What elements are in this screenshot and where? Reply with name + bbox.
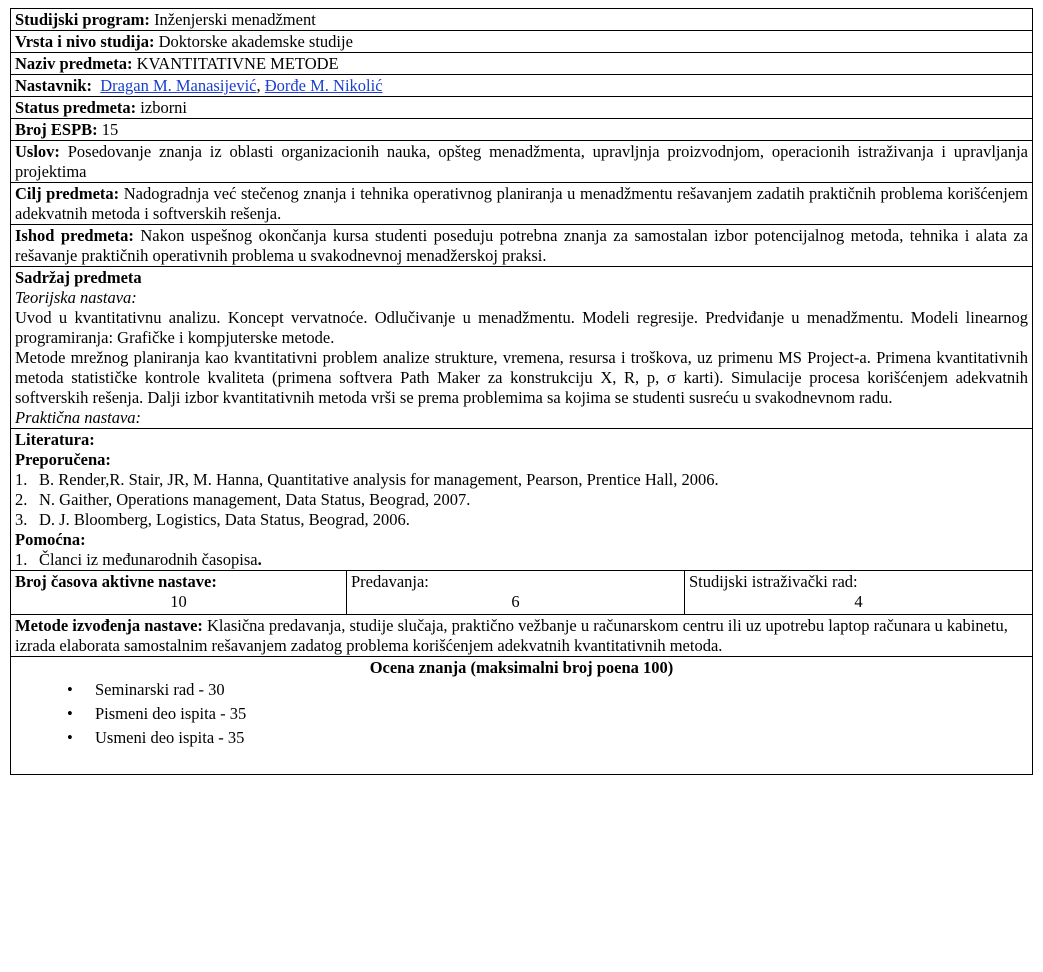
list-item <box>67 678 1028 702</box>
list-item <box>15 490 1028 510</box>
list-number: 2. <box>15 490 28 509</box>
bullet-icon: • <box>67 680 73 699</box>
casovi-label: Broj časova aktivne nastave: <box>15 572 217 591</box>
list-item <box>15 470 1028 490</box>
naziv-value: KVANTITATIVNE METODE <box>136 54 339 73</box>
literatura-label: Literatura: <box>15 430 95 449</box>
row-espb <box>11 119 1032 141</box>
teacher-link-manasijevic[interactable]: Dragan M. Manasijević <box>100 76 257 95</box>
row-ocena <box>11 657 1032 774</box>
list-suffix: . <box>257 550 262 569</box>
list-number: 3. <box>15 510 28 529</box>
list-number: 1. <box>15 550 28 569</box>
predavanja-label: Predavanja: <box>351 572 429 591</box>
row-status <box>11 97 1032 119</box>
vrsta-value: Doktorske akademske studije <box>158 32 353 51</box>
program-label: Studijski program: <box>15 10 150 29</box>
list-item <box>67 726 1028 750</box>
uslov-label: Uslov: <box>15 142 60 161</box>
prakticna-label: Praktična nastava: <box>15 408 142 427</box>
status-label: Status predmeta: <box>15 98 137 117</box>
list-text: Pismeni deo ispita - 35 <box>95 704 247 723</box>
list-text: B. Render,R. Stair, JR, M. Hanna, Quantitative analysis for management, Pearson, Prentice Hall, 2006. <box>39 470 719 489</box>
list-item <box>15 550 1028 570</box>
program-value: Inženjerski menadžment <box>154 10 316 29</box>
list-text: N. Gaither, Operations management, Data Status, Beograd, 2007. <box>39 490 471 509</box>
list-item <box>67 702 1028 726</box>
list-text: Seminarski rad - 30 <box>95 680 225 699</box>
sadrzaj-label: Sadržaj predmeta <box>15 268 142 287</box>
uslov-value: Posedovanje znanja iz oblasti organizacionih nauka, opšteg menadžmenta, upravljnja proizvodnjom, operacionih istraživanja i upravljanja projektima <box>15 142 1028 181</box>
metode-label: Metode izvođenja nastave: <box>15 616 203 635</box>
list-number: 1. <box>15 470 28 489</box>
course-spec-table <box>10 8 1033 775</box>
teorijska-label: Teorijska nastava: <box>15 288 137 307</box>
sir-label: Studijski istraživački rad: <box>689 572 858 591</box>
list-item <box>15 510 1028 530</box>
predavanja-value: 6 <box>511 592 520 611</box>
teacher-separator: , <box>256 76 265 95</box>
sadrzaj-paragraph-1: Uvod u kvantitativnu analizu. Koncept vervatnoće. Odlučivanje u menadžmentu. Modeli regresije. Predviđanje u menadžmentu. Modeli linearnog programiranja: Grafičke i kompjuterske metode. <box>15 308 1028 347</box>
sir-value: 4 <box>854 592 863 611</box>
cilj-value: Nadogradnja već stečenog znanja i tehnika operativnog planiranja u menadžmentu rešavanjem zadatih praktičnih problema korišćenjem adekvatnih metoda i softverskih rešenja. <box>15 184 1029 223</box>
espb-value: 15 <box>101 120 119 139</box>
casovi-value: 10 <box>170 592 187 611</box>
bullet-icon: • <box>67 704 73 723</box>
preporucena-label: Preporučena: <box>15 450 111 469</box>
ocena-list <box>15 678 1028 750</box>
row-ishod <box>11 225 1032 267</box>
list-text: Članci iz međunarodnih časopisa <box>39 550 258 569</box>
row-cilj <box>11 183 1032 225</box>
row-naziv <box>11 53 1032 75</box>
row-program <box>11 9 1032 31</box>
row-uslov <box>11 141 1032 183</box>
casovi-total-cell <box>11 571 347 614</box>
naziv-label: Naziv predmeta: <box>15 54 133 73</box>
teacher-link-nikolic[interactable]: Đorđe M. Nikolić <box>264 76 383 95</box>
ishod-label: Ishod predmeta: <box>15 226 134 245</box>
pomocna-label: Pomoćna: <box>15 530 86 549</box>
vrsta-label: Vrsta i nivo studija: <box>15 32 155 51</box>
row-sadrzaj <box>11 267 1032 429</box>
row-literatura <box>11 429 1032 571</box>
metode-value: Klasična predavanja, studije slučaja, praktično vežbanje u računarskom centru ili uz upotrebu laptop računara u kabinetu, izrada elaborata samostalnim rešavanjem zadatog problema korišćenjem adekvatnih kvantitativnih metoda. <box>15 616 1008 655</box>
row-vrsta <box>11 31 1032 53</box>
ocena-title: Ocena znanja (maksimalni broj poena 100) <box>369 658 674 677</box>
row-nastavnik <box>11 75 1032 97</box>
ishod-value: Nakon uspešnog okončanja kursa studenti poseduju potrebna znanja za samostalan izbor potencijalnog metoda, tehnika i alata za rešavanje praktičnih operativnih problema u svakodnevnoj menadžerskoj praksi. <box>15 226 1029 265</box>
row-casovi <box>11 571 1032 615</box>
sir-cell <box>685 571 1032 614</box>
list-text: D. J. Bloomberg, Logistics, Data Status, Beograd, 2006. <box>39 510 410 529</box>
row-metode <box>11 615 1032 657</box>
pomocna-list <box>15 550 1028 570</box>
status-value: izborni <box>140 98 188 117</box>
espb-label: Broj ESPB: <box>15 120 98 139</box>
cilj-label: Cilj predmeta: <box>15 184 120 203</box>
predavanja-cell <box>347 571 685 614</box>
sadrzaj-paragraph-2: Metode mrežnog planiranja kao kvantitativni problem analize strukture, vremena, resursa i troškova, uz primenu MS Project-a. Primena kvantitativnih metoda statističke kontrole kvaliteta (primena softvera Path Maker za konstrukciju X, R, p, σ karti). Simulacije procesa korišćenjem adekvatnih softverskih rešenja. Dalji izbor kvantitativnih metoda vrši se prema problemima sa kojima se studenti susreću u svakodnevnom radu. <box>15 348 1028 407</box>
bullet-icon: • <box>67 728 73 747</box>
preporucena-list <box>15 470 1028 530</box>
nastavnik-label: Nastavnik: <box>15 76 93 95</box>
list-text: Usmeni deo ispita - 35 <box>95 728 245 747</box>
